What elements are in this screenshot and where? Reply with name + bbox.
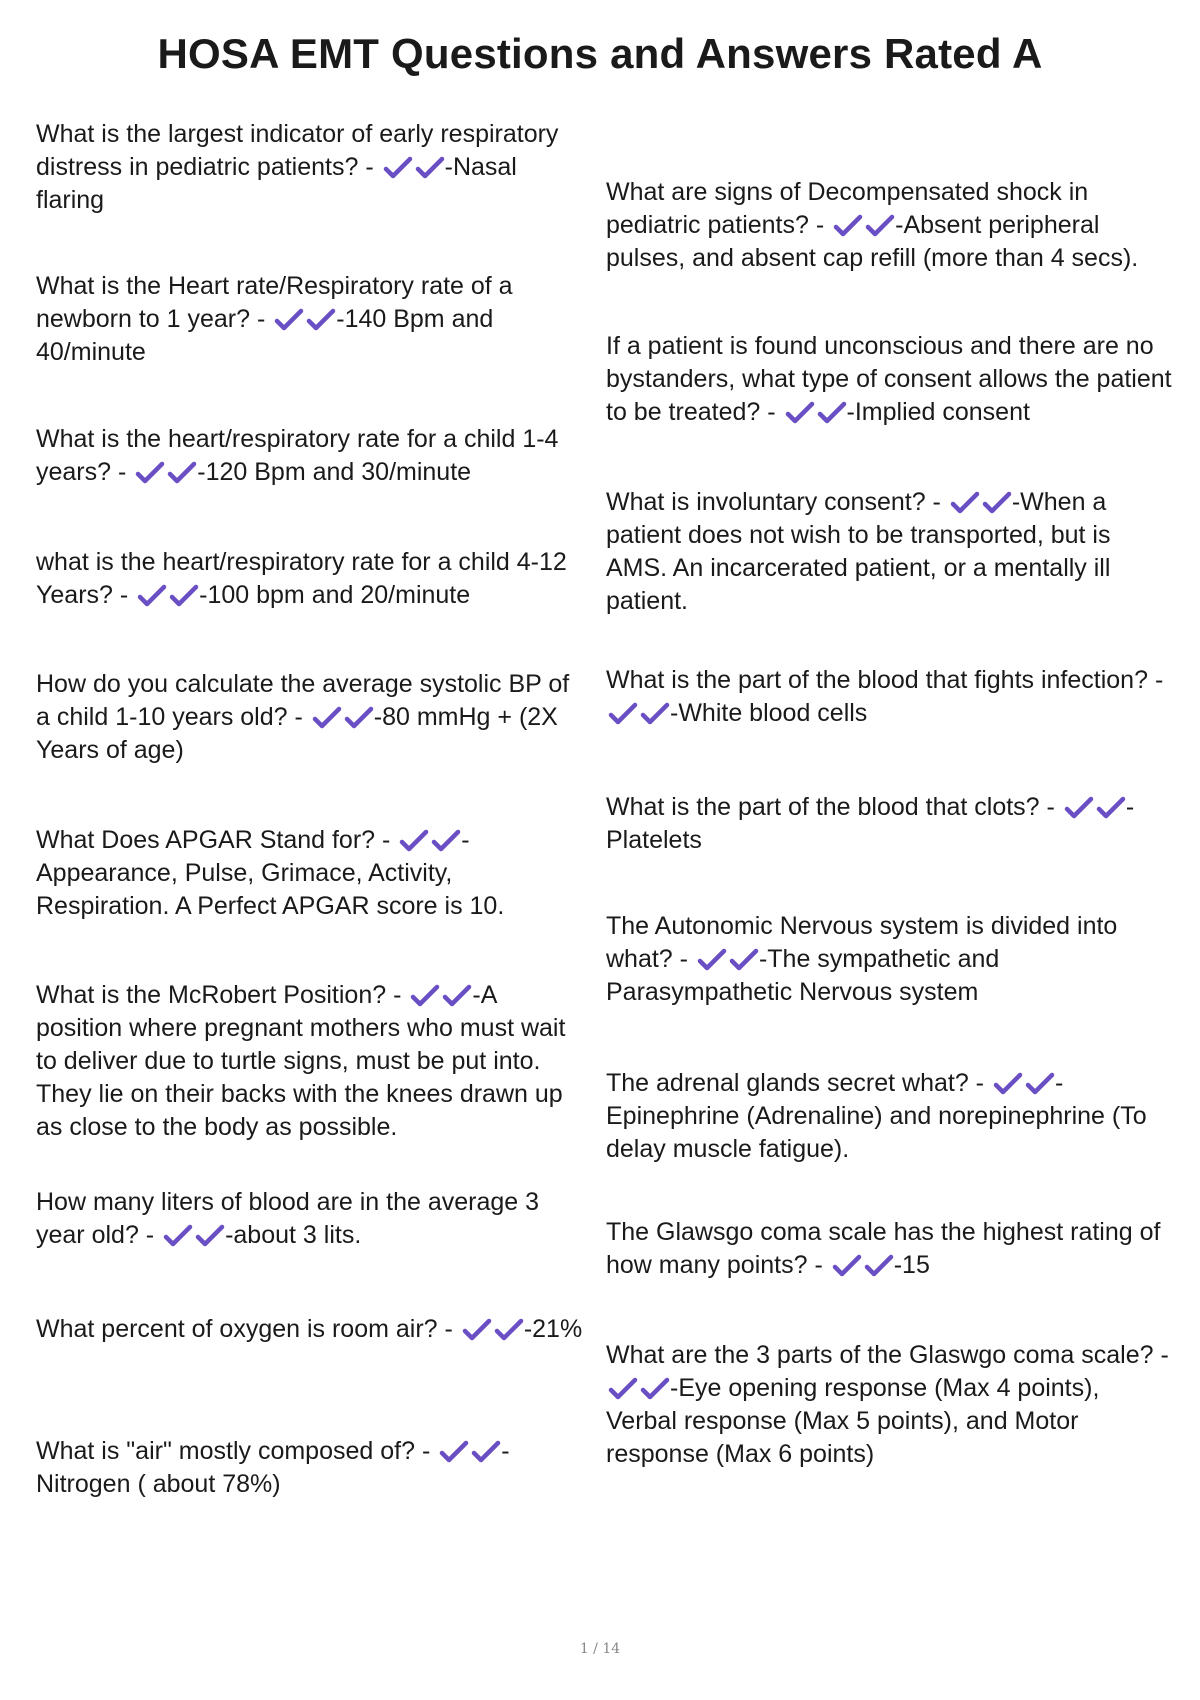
answer-text: -15 — [893, 1251, 930, 1279]
question-text: How many liters of blood are in the average 3 year old? - — [36, 1188, 540, 1249]
question-text: What are signs of Decompensated shock in pediatric patients? - — [606, 178, 1089, 239]
answer-text: -Nitrogen ( about 78%) — [36, 1437, 510, 1498]
qa-item — [36, 423, 584, 489]
question-text: What Does APGAR Stand for? - — [36, 826, 391, 854]
check-mark-icon — [785, 401, 815, 425]
check-mark-icon — [167, 461, 197, 485]
check-mark-icon — [431, 829, 461, 853]
question-text: The Glawsgo coma scale has the highest rating of how many points? - — [606, 1218, 1161, 1279]
document-title: HOSA EMT Questions and Answers Rated A — [157, 30, 1043, 77]
check-mark-icon — [439, 1440, 469, 1464]
qa-item — [36, 1313, 584, 1346]
check-mark-icon — [833, 214, 863, 238]
qa-item — [606, 1339, 1176, 1471]
answer-text: -Epinephrine (Adrenaline) and norepinephrine (To delay muscle fatigue). — [606, 1069, 1147, 1163]
check-mark-icon — [608, 1377, 638, 1401]
check-mark-icon — [137, 584, 167, 608]
check-mark-icon — [864, 1254, 894, 1278]
check-mark-icon — [640, 702, 670, 726]
answer-text: -Eye opening response (Max 4 points), Verbal response (Max 5 points), and Motor response (Max 6 points) — [606, 1374, 1100, 1468]
question-text: What is the heart/respiratory rate for a child 1-4 years? - — [36, 425, 559, 486]
answer-text: -140 Bpm and 40/minute — [36, 305, 494, 366]
answer-text: -When a patient does not wish to be transported, but is AMS. An incarcerated patient, or a mentally ill patient. — [606, 488, 1111, 615]
check-mark-icon — [169, 584, 199, 608]
answer-text: -Appearance, Pulse, Grimace, Activity, Respiration. A Perfect APGAR score is 10. — [36, 826, 505, 920]
question-text: What is the part of the blood that clots? - — [606, 793, 1055, 821]
qa-item — [36, 979, 584, 1144]
check-mark-icon — [410, 984, 440, 1008]
qa-item — [606, 910, 1176, 1009]
qa-item — [606, 330, 1176, 429]
check-mark-icon — [494, 1318, 524, 1342]
check-mark-icon — [697, 948, 727, 972]
check-mark-icon — [817, 401, 847, 425]
qa-item — [606, 1216, 1176, 1282]
check-mark-icon — [306, 308, 336, 332]
question-text: What is the Heart rate/Respiratory rate of a newborn to 1 year? - — [36, 272, 513, 333]
qa-item — [36, 668, 584, 767]
qa-item — [606, 664, 1176, 730]
answer-text: -about 3 lits. — [225, 1221, 362, 1249]
question-text: The Autonomic Nervous system is divided into what? - — [606, 912, 1118, 973]
check-mark-icon — [1064, 796, 1094, 820]
check-mark-icon — [608, 702, 638, 726]
answer-text: -White blood cells — [670, 699, 868, 727]
question-text: what is the heart/respiratory rate for a child 4-12 Years? - — [36, 548, 567, 609]
answer-text: -Nasal flaring — [36, 153, 517, 214]
qa-item — [606, 486, 1176, 618]
answer-text: -120 Bpm and 30/minute — [197, 458, 472, 486]
check-mark-icon — [442, 984, 472, 1008]
answer-text: -80 mmHg + (2X Years of age) — [36, 703, 558, 764]
question-text: What is the largest indicator of early respiratory distress in pediatric patients? - — [36, 120, 559, 181]
check-mark-icon — [471, 1440, 501, 1464]
check-mark-icon — [950, 491, 980, 515]
question-text: What is involuntary consent? - — [606, 488, 941, 516]
page-number: 1 / 14 — [579, 1641, 621, 1657]
qa-item — [36, 1435, 584, 1501]
qa-item — [606, 176, 1176, 275]
qa-item — [36, 546, 584, 612]
check-mark-icon — [135, 461, 165, 485]
answer-text: -A position where pregnant mothers who must wait to deliver due to turtle signs, must be put into. They lie on their backs with the knees drawn up as close to the body as possible. — [36, 981, 566, 1141]
check-mark-icon — [832, 1254, 862, 1278]
question-text: What is "air" mostly composed of? - — [36, 1437, 431, 1465]
check-mark-icon — [1096, 796, 1126, 820]
check-mark-icon — [399, 829, 429, 853]
check-mark-icon — [274, 308, 304, 332]
question-text: What percent of oxygen is room air? - — [36, 1315, 453, 1343]
check-mark-icon — [993, 1072, 1023, 1096]
qa-item — [36, 824, 584, 923]
qa-item — [36, 118, 584, 217]
qa-item — [36, 1186, 584, 1252]
check-mark-icon — [195, 1224, 225, 1248]
check-mark-icon — [415, 156, 445, 180]
question-text: The adrenal glands secret what? - — [606, 1069, 984, 1097]
check-mark-icon — [640, 1377, 670, 1401]
check-mark-icon — [729, 948, 759, 972]
answer-text: -Absent peripheral pulses, and absent cap refill (more than 4 secs). — [606, 211, 1139, 272]
check-mark-icon — [865, 214, 895, 238]
qa-item — [606, 791, 1176, 857]
check-mark-icon — [462, 1318, 492, 1342]
check-mark-icon — [383, 156, 413, 180]
answer-text: -The sympathetic and Parasympathetic Nervous system — [606, 945, 1000, 1006]
check-mark-icon — [344, 706, 374, 730]
qa-item — [36, 270, 584, 369]
answer-text: -Platelets — [606, 793, 1135, 854]
check-mark-icon — [982, 491, 1012, 515]
check-mark-icon — [163, 1224, 193, 1248]
question-text: If a patient is found unconscious and there are no bystanders, what type of consent allows the patient to be treated? - — [606, 332, 1172, 426]
question-text: What is the McRobert Position? - — [36, 981, 402, 1009]
question-text: What is the part of the blood that fights infection? - — [606, 666, 1164, 694]
qa-item — [606, 1067, 1176, 1166]
answer-text: -100 bpm and 20/minute — [199, 581, 471, 609]
check-mark-icon — [312, 706, 342, 730]
answer-text: -21% — [523, 1315, 583, 1343]
answer-text: -Implied consent — [846, 398, 1030, 426]
check-mark-icon — [1025, 1072, 1055, 1096]
question-text: How do you calculate the average systolic BP of a child 1-10 years old? - — [36, 670, 570, 731]
question-text: What are the 3 parts of the Glaswgo coma scale? - — [606, 1341, 1169, 1369]
